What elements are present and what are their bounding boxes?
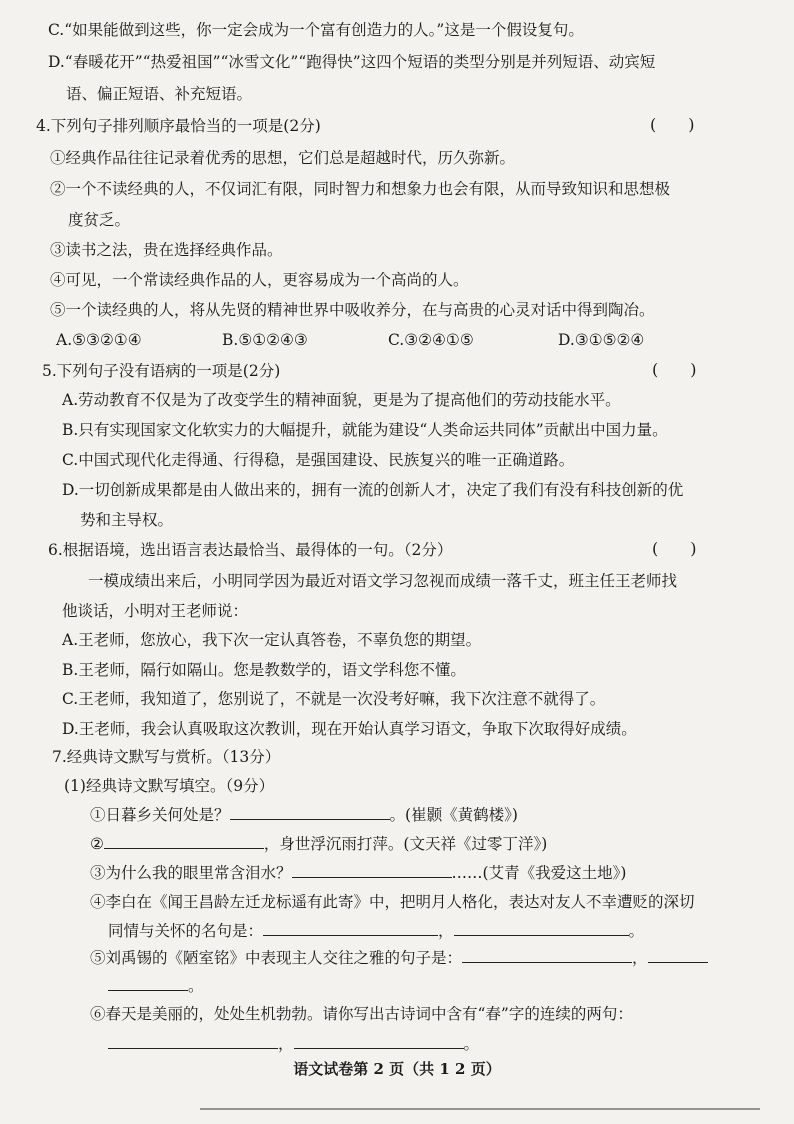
scan-artifact-line (200, 1108, 760, 1110)
q4-sentence-2-line2: 度贫乏。 (68, 211, 131, 229)
q7-stem: 7.经典诗文默写与赏析。（13分） (52, 748, 281, 766)
q7-1-item-e-comma: ， (632, 949, 648, 967)
q7-1-item-f-line1: ⑥春天是美丽的，处处生机勃勃。请你写出古诗词中含有“春”字的连续的两句： (90, 1005, 633, 1023)
q4-sentence-4: ④可见，一个常读经典作品的人，更容易成为一个高尚的人。 (50, 271, 469, 289)
q4-sentence-5: ⑤一个读经典的人，将从先贤的精神世界中吸收养分，在与高贵的心灵对话中得到陶冶。 (50, 301, 655, 319)
q6-context-line2: 他谈话，小明对王老师说： (62, 602, 249, 620)
q5-option-a[interactable]: A.劳动教育不仅是为了改变学生的精神面貌，更是为了提高他们的劳动技能水平。 (62, 391, 621, 409)
q6-option-b[interactable]: B.王老师，隔行如隔山。您是教数学的，语文学科您不懂。 (62, 661, 466, 679)
q4-stem: 4.下列句子排列顺序最恰当的一项是(2分) (36, 117, 321, 135)
q4-option-d[interactable]: D.③①⑤②④ (558, 331, 645, 349)
q6-option-a[interactable]: A.王老师，您放心，我下次一定认真答卷，不辜负您的期望。 (62, 631, 482, 649)
q4-option-a[interactable]: A.⑤③②①④ (56, 331, 142, 349)
q5-option-d-line1[interactable]: D.一切创新成果都是由人做出来的，拥有一流的创新人才，决定了我们有没有科技创新的优 (62, 481, 684, 499)
q4-option-c[interactable]: C.③②④①⑤ (388, 331, 474, 349)
q7-1-item-a (90, 805, 518, 825)
q7-1-item-c-source: ……(艾青《我爱这土地》) (451, 864, 627, 882)
q5-answer-bracket[interactable]: ( ) (652, 360, 697, 379)
q3-option-c: C.“如果能做到这些，你一定会成为一个富有创造力的人。”这是一个假设复句。 (48, 21, 584, 39)
q7-part1-stem: (1)经典诗文默写填空。（9分） (64, 777, 275, 795)
q7-1-item-d-line2 (108, 921, 644, 941)
q7-1-item-f-comma: ， (278, 1035, 294, 1053)
q7-1-item-d-blank-2[interactable] (454, 921, 629, 936)
page-footer: 语文试卷第 2 页（共 1 2 页） (293, 1060, 501, 1078)
q6-answer-bracket[interactable]: ( ) (652, 539, 697, 558)
q7-1-item-e-prompt: ⑤刘禹锡的《陋室铭》中表现主人交往之雅的句子是： (90, 949, 463, 967)
q6-option-c[interactable]: C.王老师，我知道了，您别说了，不就是一次没考好嘛，我下次注意不就得了。 (62, 690, 606, 708)
q7-1-item-f-line2 (108, 1034, 479, 1054)
q7-1-item-d-comma: ， (438, 922, 454, 940)
q7-1-item-b (90, 834, 547, 854)
q5-option-d-line2: 势和主导权。 (80, 511, 174, 529)
q7-1-item-c-blank[interactable] (292, 863, 452, 878)
q5-option-c[interactable]: C.中国式现代化走得通、行得稳，是强国建设、民族复兴的唯一正确道路。 (62, 451, 575, 469)
q4-sentence-2-line1: ②一个不读经典的人，不仅词汇有限，同时智力和想象力也会有限，从而导致知识和思想极 (50, 180, 671, 198)
q5-stem: 5.下列句子没有语病的一项是(2分) (42, 362, 281, 380)
q4-answer-bracket[interactable]: ( ) (650, 115, 695, 134)
q7-1-item-e-blank-2b[interactable] (108, 976, 188, 991)
q7-1-item-e-line1 (90, 948, 708, 968)
q6-context-line1: 一模成绩出来后，小明同学因为最近对语文学习忽视而成绩一落千丈，班主任王老师找 (88, 572, 678, 590)
q7-1-item-a-source: 。(崔颢《黄鹤楼》) (389, 806, 518, 824)
q7-1-item-f-period: 。 (463, 1035, 480, 1053)
q7-1-item-e-period: 。 (188, 977, 204, 995)
q6-option-d[interactable]: D.王老师，我会认真吸取这次教训，现在开始认真学习语文，争取下次取得好成绩。 (62, 720, 637, 738)
q7-1-item-c (90, 863, 626, 883)
q7-1-item-f-blank-1[interactable] (108, 1034, 278, 1049)
q7-1-item-d-period: 。 (628, 922, 645, 940)
q3-option-d-line1: D.“春暖花开”“热爱祖国”“冰雪文化”“跑得快”这四个短语的类型分别是并列短语、动宾短 (48, 53, 656, 71)
q7-1-item-b-prompt: ② (90, 835, 104, 853)
q7-1-item-a-blank[interactable] (230, 805, 390, 820)
q7-1-item-a-prompt: ①日暮乡关何处是？ (90, 806, 230, 824)
q4-option-b[interactable]: B.⑤①②④③ (222, 331, 308, 349)
q7-1-item-e-line2 (108, 976, 204, 996)
q3-option-d-line2: 语、偏正短语、补充短语。 (66, 85, 253, 103)
q7-1-item-f-blank-2[interactable] (294, 1034, 464, 1049)
q5-option-b[interactable]: B.只有实现国家文化软实力的大幅提升，就能为建设“人类命运共同体”贡献出中国力量。 (62, 421, 668, 439)
q7-1-item-d-line1: ④李白在《闻王昌龄左迁龙标遥有此寄》中，把明月人格化，表达对友人不幸遭贬的深切 (90, 893, 695, 911)
q7-1-item-d-blank-1[interactable] (263, 921, 438, 936)
q6-stem: 6.根据语境，选出语言表达最恰当、最得体的一句。（2分） (48, 541, 453, 559)
q7-1-item-b-source: ，身世浮沉雨打萍。(文天祥《过零丁洋》) (263, 835, 548, 853)
q7-1-item-e-blank-2a[interactable] (648, 948, 708, 963)
q7-1-item-b-blank[interactable] (104, 834, 264, 849)
q4-sentence-3: ③读书之法，贵在选择经典作品。 (50, 241, 283, 259)
q7-1-item-d-prompt: 同情与关怀的名句是： (108, 922, 264, 940)
q4-sentence-1: ①经典作品往往记录着优秀的思想，它们总是超越时代，历久弥新。 (50, 149, 516, 167)
q7-1-item-c-prompt: ③为什么我的眼里常含泪水？ (90, 864, 292, 882)
q7-1-item-e-blank-1[interactable] (462, 948, 632, 963)
